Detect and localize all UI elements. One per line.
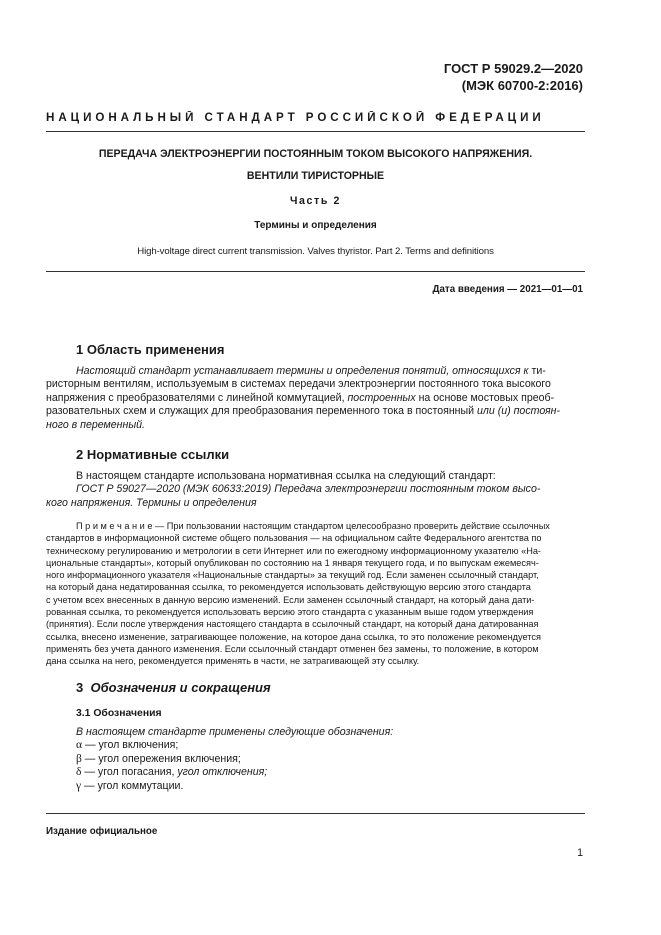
note-label: П р и м е ч а н и е — [76, 521, 153, 531]
note-line: рованная ссылка, то рекомендуется использовать версию этого стандарта с указанным выше годом утверждения — [46, 607, 534, 618]
section1-p1-italic: Настоящий стандарт устанавливает термины и определения понятий, относящихся к — [76, 365, 529, 377]
section1-p4b: или (и) постоян- — [477, 405, 561, 418]
section2-reference: ГОСТ Р 59027—2020 (МЭК 60633:2019) Передача электроэнергии постоянным током высо- — [76, 483, 541, 496]
national-standard-banner: НАЦИОНАЛЬНЫЙ СТАНДАРТ РОССИЙСКОЙ ФЕДЕРАЦИИ — [46, 111, 545, 124]
section1-p2: ристорным вентилям, используемым в системах передачи электроэнергии постоянного тока высокого — [46, 378, 551, 391]
symbol-gamma-text: — угол коммутации. — [81, 779, 184, 792]
symbol-alpha: α — [76, 739, 83, 752]
note-line: циональные стандарты», который опубликован по состоянию на 1 января текущего года, и по выпускам ежемесяч- — [46, 557, 539, 568]
note-line: техническому регулированию и метрологии в сети Интернет или по ежегодному информационному указателю «На- — [46, 545, 541, 556]
note-line: стандартов в информационной системе общего пользования — на официальном сайте Федерального агентства по — [46, 533, 542, 544]
note-line: на который дана недатированная ссылка, то рекомендуется использовать действующую версию этого стандарта — [46, 582, 531, 593]
header-divider — [46, 131, 585, 132]
title-divider — [46, 271, 585, 272]
official-edition: Издание официальное — [46, 826, 158, 837]
section2-reference-cont: кого напряжения. Термины и определения — [46, 496, 257, 509]
title-part: Часть 2 — [290, 195, 341, 207]
section3-heading-number: 3 — [76, 680, 84, 695]
introduction-date: Дата введения — 2021—01—01 — [432, 284, 583, 295]
section1-p3a: напряжения с преобразователями с линейной коммутацией, — [46, 391, 348, 404]
title-english: High-voltage direct current transmission. Valves thyristor. Part 2. Terms and definitions — [137, 246, 494, 257]
section2-body — [46, 470, 585, 510]
section1-body — [46, 365, 585, 432]
title-terms: Термины и определения — [254, 220, 377, 231]
note-line: с учетом всех внесенных в данную версию изменений. Если заменен ссылочный стандарт, на который дана дати- — [46, 594, 535, 605]
title-sub: ВЕНТИЛИ ТИРИСТОРНЫЕ — [246, 170, 385, 182]
symbol-delta-text: — угол погасания, — [81, 766, 178, 779]
section1-heading: 1 Область применения — [76, 342, 225, 357]
section1-p1-rest: ти- — [528, 365, 546, 377]
section1-p3b: построенных — [347, 391, 416, 404]
symbol-delta: δ — [76, 766, 82, 779]
section3-1-heading: 3.1 Обозначения — [76, 708, 162, 719]
note-line: дана ссылка на него, рекомендуется применять в части, не затрагивающей эту ссылку. — [46, 656, 420, 667]
symbol-gamma: γ — [76, 779, 82, 792]
symbol-item-gamma — [76, 780, 585, 793]
note-line: применять без учета данного изменения. Если ссылочный стандарт отменен без замены, то положение, в котором — [46, 643, 539, 654]
symbol-beta-text: — угол опережения включения; — [81, 752, 241, 765]
symbols-intro: В настоящем стандарте применены следующие обозначения: — [76, 726, 394, 738]
section2-note — [46, 520, 585, 668]
symbol-alpha-text: — угол включения; — [82, 739, 179, 752]
section3-heading-text: Обозначения и сокращения — [90, 680, 271, 695]
note-first-line: — При пользовании настоящим стандартом целесообразно проверить действие ссылочных — [152, 521, 550, 531]
gost-number: ГОСТ Р 59029.2—2020 — [443, 61, 583, 76]
note-line: ного информационного указателя «Национальные стандарты» за текущий год. Если заменен ссылочный стандарт, — [46, 570, 539, 581]
iec-number: (МЭК 60700-2:2016) — [461, 78, 583, 93]
title-main: ПЕРЕДАЧА ЭЛЕКТРОЭНЕРГИИ ПОСТОЯННЫМ ТОКОМ ВЫСОКОГО НАПРЯЖЕНИЯ. — [98, 148, 533, 160]
footer-divider — [46, 813, 585, 814]
section1-p5: ного в переменный. — [46, 418, 145, 431]
symbols-list — [76, 726, 585, 793]
note-line: ссылка, внесено изменение, затрагивающее положение, на которое дана ссылка, то это положение рекомендуется — [46, 631, 541, 642]
section2-l1: В настоящем стандарте использована нормативная ссылка на следующий стандарт: — [76, 470, 496, 482]
section1-p4a: разовательных схем и служащих для преобразования переменного тока в постоянный — [46, 405, 478, 418]
symbol-delta-extra: угол отключения; — [177, 766, 268, 779]
symbol-item-delta — [76, 766, 585, 779]
section2-heading: 2 Нормативные ссылки — [76, 447, 230, 462]
note-line: (принятия). Если после утверждения настоящего стандарта в ссылочный стандарт, на который дана датированная — [46, 619, 539, 630]
symbol-item-alpha — [76, 739, 585, 752]
section1-p3c: на основе мостовых преоб- — [415, 391, 555, 404]
page-number: 1 — [577, 847, 583, 859]
symbol-beta: β — [76, 752, 82, 765]
symbol-item-beta — [76, 753, 585, 766]
section3-heading — [76, 680, 271, 695]
